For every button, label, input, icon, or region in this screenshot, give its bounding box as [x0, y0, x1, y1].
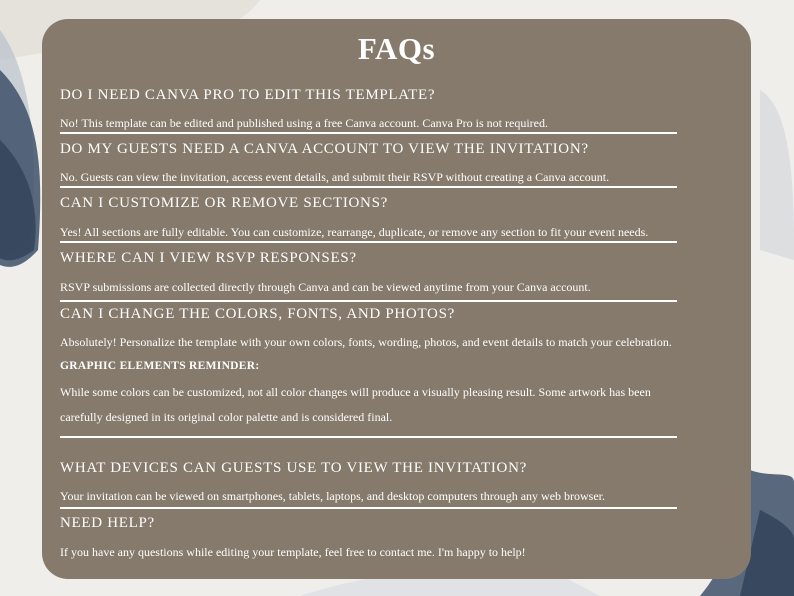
faq-card [42, 19, 751, 579]
reminder-text: carefully designed in its original color palette and is considered final. [60, 410, 393, 424]
faq-question: WHERE CAN I VIEW RSVP RESPONSES? [60, 250, 357, 266]
faq-question: DO I NEED CANVA PRO TO EDIT THIS TEMPLATE? [60, 87, 436, 103]
faq-question: CAN I CUSTOMIZE OR REMOVE SECTIONS? [60, 195, 388, 211]
faq-answer: No. Guests can view the invitation, access event details, and submit their RSVP without creating a Canva account. [60, 170, 610, 184]
faq-answer: RSVP submissions are collected directly through Canva and can be viewed anytime from your Canva account. [60, 280, 591, 294]
divider [60, 132, 677, 134]
reminder-heading: GRAPHIC ELEMENTS REMINDER: [60, 360, 260, 372]
faq-answer: No! This template can be edited and published using a free Canva account. Canva Pro is not required. [60, 116, 548, 130]
divider [60, 507, 677, 509]
faq-answer: Your invitation can be viewed on smartphones, tablets, laptops, and desktop computers through any web browser. [60, 489, 606, 503]
faq-question: WHAT DEVICES CAN GUESTS USE TO VIEW THE INVITATION? [60, 460, 527, 476]
faq-answer: If you have any questions while editing your template, feel free to contact me. I'm happy to help! [60, 545, 526, 559]
divider [60, 241, 677, 243]
divider [60, 300, 677, 302]
faq-question: NEED HELP? [60, 515, 155, 531]
faq-question: DO MY GUESTS NEED A CANVA ACCOUNT TO VIEW THE INVITATION? [60, 141, 589, 157]
faq-question: CAN I CHANGE THE COLORS, FONTS, AND PHOTOS? [60, 306, 455, 322]
faq-answer: Yes! All sections are fully editable. You can customize, rearrange, duplicate, or remove any section to fit your event needs. [60, 225, 649, 239]
divider [60, 186, 677, 188]
divider [60, 436, 677, 438]
reminder-text: While some colors can be customized, not all color changes will produce a visually pleasing result. Some artwork has been [60, 385, 651, 399]
faq-answer: Absolutely! Personalize the template with your own colors, fonts, wording, photos, and event details to match your celebration. [60, 335, 672, 349]
page-title: FAQs [357, 31, 436, 66]
